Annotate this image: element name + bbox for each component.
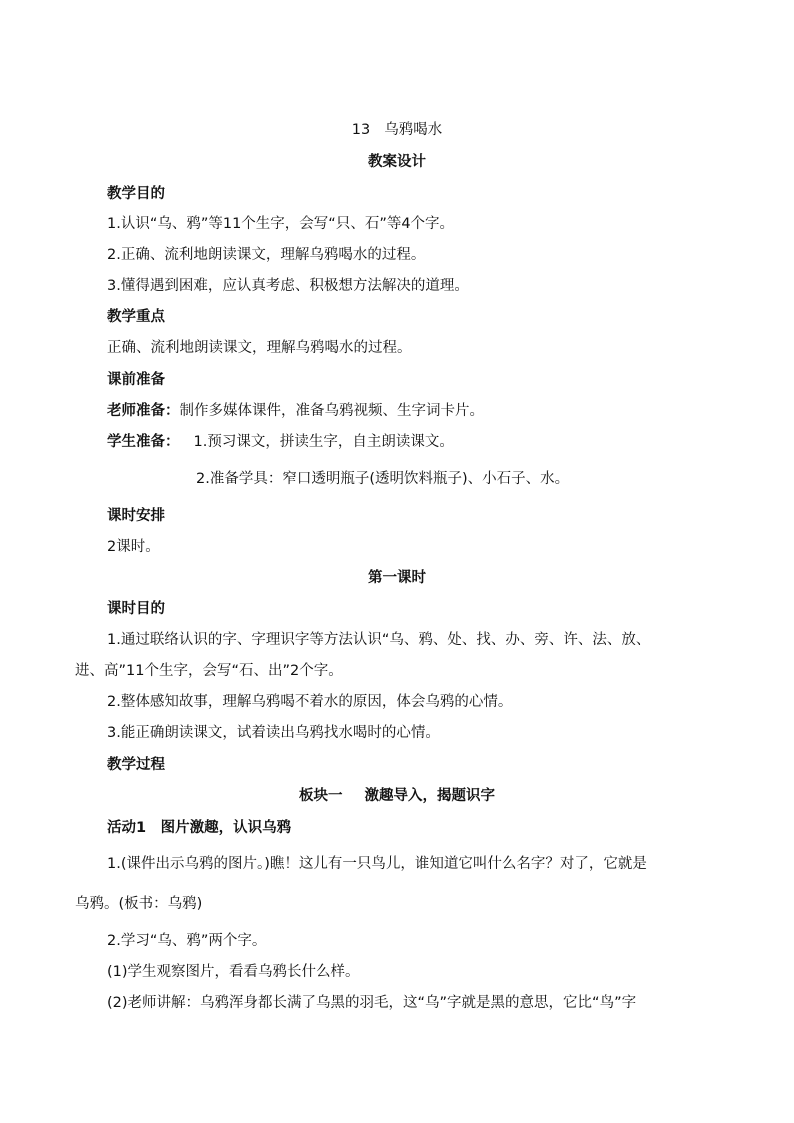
key-points-text: 正确、流利地朗读课文，理解乌鸦喝水的过程。 (107, 340, 412, 356)
process-step-continued: 乌鸦。(板书：乌鸦) (75, 896, 203, 912)
teacher-prep-text: 制作多媒体课件，准备乌鸦视频、生字词卡片。 (179, 403, 484, 419)
activity-heading: 活动1 图片激趣，认识乌鸦 (107, 820, 292, 836)
section-title: 第一课时 (368, 570, 426, 586)
objectives-heading: 教学目的 (107, 186, 165, 202)
process-step: 2.学习“乌、鸦”两个字。 (107, 933, 267, 949)
student-prep-item: 1.预习课文，拼读生字，自主朗读课文。 (193, 434, 454, 450)
objective-item: 2.正确、流利地朗读课文，理解乌鸦喝水的过程。 (107, 247, 426, 263)
module-name: 激趣导入，揭题识字 (364, 788, 495, 804)
process-step: 1.(课件出示乌鸦的图片。)瞧！这儿有一只鸟儿，谁知道它叫什么名字？对了，它就是 (107, 856, 647, 872)
lesson-objective: 1.通过联络认识的字、字理识字等方法认识“乌、鸦、处、找、办、旁、许、法、放、 (107, 632, 651, 648)
module-label: 板块一 (299, 788, 343, 804)
student-preparation (107, 432, 717, 452)
preparation-heading: 课前准备 (107, 372, 165, 388)
schedule-text: 2课时。 (107, 539, 160, 555)
teacher-preparation (107, 401, 717, 421)
lesson-number: 13 (351, 122, 371, 138)
lesson-objective-continued: 进、高”11个生字，会写“石、出”2个字。 (75, 663, 343, 679)
lesson-objectives-heading: 课时目的 (107, 601, 165, 617)
objective-item: 1.认识“乌、鸦”等11个生字，会写“只、石”等4个字。 (107, 216, 455, 232)
process-substep: (2)老师讲解：乌鸦浑身都长满了乌黑的羽毛，这“乌”字就是黑的意思，它比“鸟”字 (107, 995, 637, 1011)
module-title (0, 786, 794, 806)
lesson-title (0, 120, 794, 140)
lesson-name: 乌鸦喝水 (384, 122, 443, 138)
student-prep-label: 学生准备： (107, 434, 180, 450)
lesson-objective: 2.整体感知故事，理解乌鸦喝不着水的原因，体会乌鸦的心情。 (107, 694, 513, 710)
teacher-prep-label: 老师准备： (107, 403, 180, 419)
student-prep-item: 2.准备学具：窄口透明瓶子(透明饮料瓶子)、小石子、水。 (196, 471, 570, 487)
lesson-objective: 3.能正确朗读课文，试着读出乌鸦找水喝时的心情。 (107, 725, 440, 741)
key-points-heading: 教学重点 (107, 309, 165, 325)
schedule-heading: 课时安排 (107, 508, 165, 524)
process-substep: (1)学生观察图片，看看乌鸦长什么样。 (107, 964, 360, 980)
process-heading: 教学过程 (107, 757, 165, 773)
objective-item: 3.懂得遇到困难，应认真考虑、积极想方法解决的道理。 (107, 278, 469, 294)
doc-subtitle: 教案设计 (368, 154, 426, 170)
